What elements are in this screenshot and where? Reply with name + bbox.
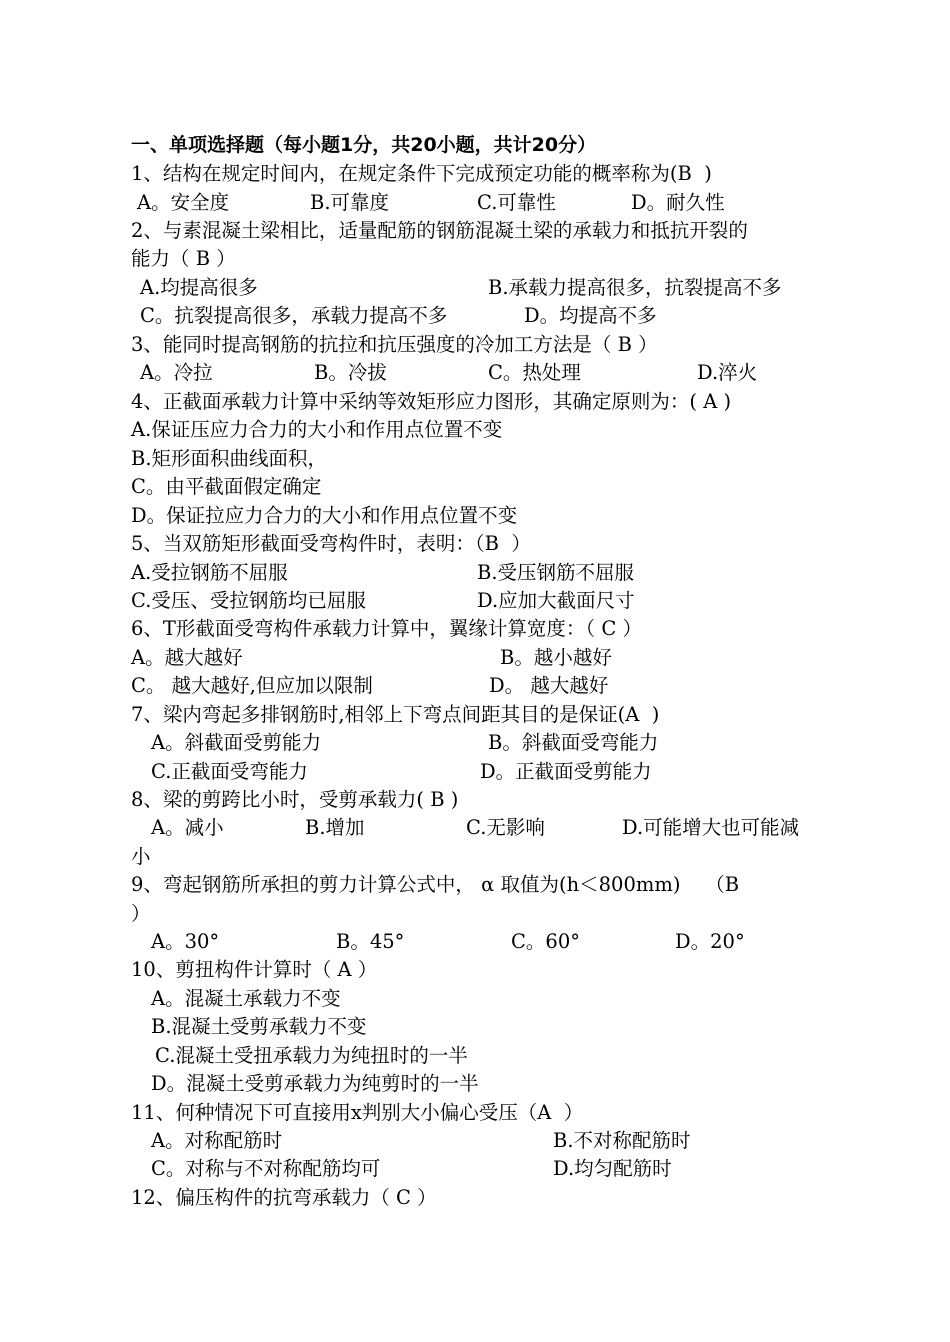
question-5-stem: 5、当双筋矩形截面受弯构件时，表明：（B ） [131,532,531,555]
question-10-option-a: A。混凝土承载力不变 [151,987,341,1010]
question-1-option-d: D。耐久性 [631,191,725,214]
question-10-option-c: C.混凝土受扭承载力为纯扭时的一半 [155,1044,468,1067]
question-7-option-b: B。斜截面受弯能力 [488,731,659,754]
question-5-option-b: B.受压钢筋不屈服 [477,561,635,584]
question-3-stem: 3、能同时提高钢筋的抗拉和抗压强度的冷加工方法是（ B ） [131,333,658,356]
question-5-option-a: A.受拉钢筋不屈服 [131,561,288,584]
question-7-stem: 7、梁内弯起多排钢筋时,相邻上下弯点间距其目的是保证(A ) [131,703,660,726]
question-8-option-d: D.可能增大也可能减 [622,816,800,839]
question-2-option-c: C。抗裂提高很多，承载力提高不多 [140,304,448,327]
question-6-stem: 6、T形截面受弯构件承载力计算中，翼缘计算宽度：（ C ） [131,617,642,640]
question-6-option-a: A。越大越好 [131,646,243,669]
question-11-option-d: D.均匀配筋时 [553,1157,672,1180]
question-2-option-a: A.均提高很多 [140,276,258,299]
question-10-stem: 10、剪扭构件计算时（ A ） [131,958,378,981]
question-3-option-b: B。冷拔 [314,361,387,384]
question-4-stem: 4、正截面承载力计算中采纳等效矩形应力图形，其确定原则为：( A ) [131,390,732,413]
question-8-option-c: C.无影响 [466,816,545,839]
question-8-option-d-cont: 小 [131,845,151,868]
question-11-option-b: B.不对称配筋时 [553,1129,691,1152]
question-5-option-c: C.受压、受拉钢筋均已屈服 [131,589,366,612]
question-2-stem-cont: 能力（ B ） [131,247,236,270]
question-3-option-d: D.淬火 [697,361,758,384]
question-9-option-d: D。20° [675,930,745,953]
question-1-option-c: C.可靠性 [477,191,556,214]
question-4-option-b: B.矩形面积曲线面积， [131,447,328,470]
question-1-stem: 1、结构在规定时间内，在规定条件下完成预定功能的概率称为(B ) [131,162,712,185]
question-2-option-d: D。均提高不多 [524,304,657,327]
question-3-option-c: C。热处理 [488,361,581,384]
question-3-option-a: A。冷拉 [140,361,213,384]
question-9-option-c: C。60° [511,930,580,953]
question-6-option-c: C。 越大越好,但应加以限制 [131,674,373,697]
question-4-option-d: D。保证拉应力合力的大小和作用点位置不变 [131,504,518,527]
question-2-stem: 2、与素混凝土梁相比，适量配筋的钢筋混凝土梁的承载力和抵抗开裂的 [131,219,748,242]
section-title: 一、单项选择题（每小题1分，共20小题，共计20分） [131,134,597,156]
question-9-option-a: A。30° [151,930,220,953]
question-9-stem: 9、弯起钢筋所承担的剪力计算公式中， α 取值为(h＜800mm) （B [131,873,740,896]
question-10-option-b: B.混凝土受剪承载力不变 [151,1015,367,1038]
question-9-stem-cont: ） [131,902,151,925]
question-7-option-d: D。正截面受剪能力 [480,760,652,783]
question-5-option-d: D.应加大截面尺寸 [477,589,635,612]
question-7-option-c: C.正截面受弯能力 [151,760,308,783]
question-6-option-d: D。 越大越好 [489,674,609,697]
question-8-option-a: A。减小 [151,816,224,839]
question-11-stem: 11、何种情况下可直接用x判别大小偏心受压（A ） [131,1101,584,1124]
question-8-stem: 8、梁的剪跨比小时，受剪承载力( B ) [131,788,459,811]
question-4-option-a: A.保证压应力合力的大小和作用点位置不变 [131,418,503,441]
question-6-option-b: B。越小越好 [500,646,612,669]
question-11-option-c: C。对称与不对称配筋均可 [151,1157,381,1180]
question-7-option-a: A。斜截面受剪能力 [151,731,322,754]
question-10-option-d: D。混凝土受剪承载力为纯剪时的一半 [151,1072,479,1095]
question-2-option-b: B.承载力提高很多，抗裂提高不多 [488,276,782,299]
question-1-option-b: B.可靠度 [310,191,390,214]
question-1-option-a: A。安全度 [137,191,230,214]
question-4-option-c: C。由平截面假定确定 [131,475,322,498]
question-9-option-b: B。45° [336,930,405,953]
question-12-stem: 12、偏压构件的抗弯承载力（ C ） [131,1186,437,1209]
question-11-option-a: A。对称配筋时 [151,1129,283,1152]
question-8-option-b: B.增加 [305,816,365,839]
